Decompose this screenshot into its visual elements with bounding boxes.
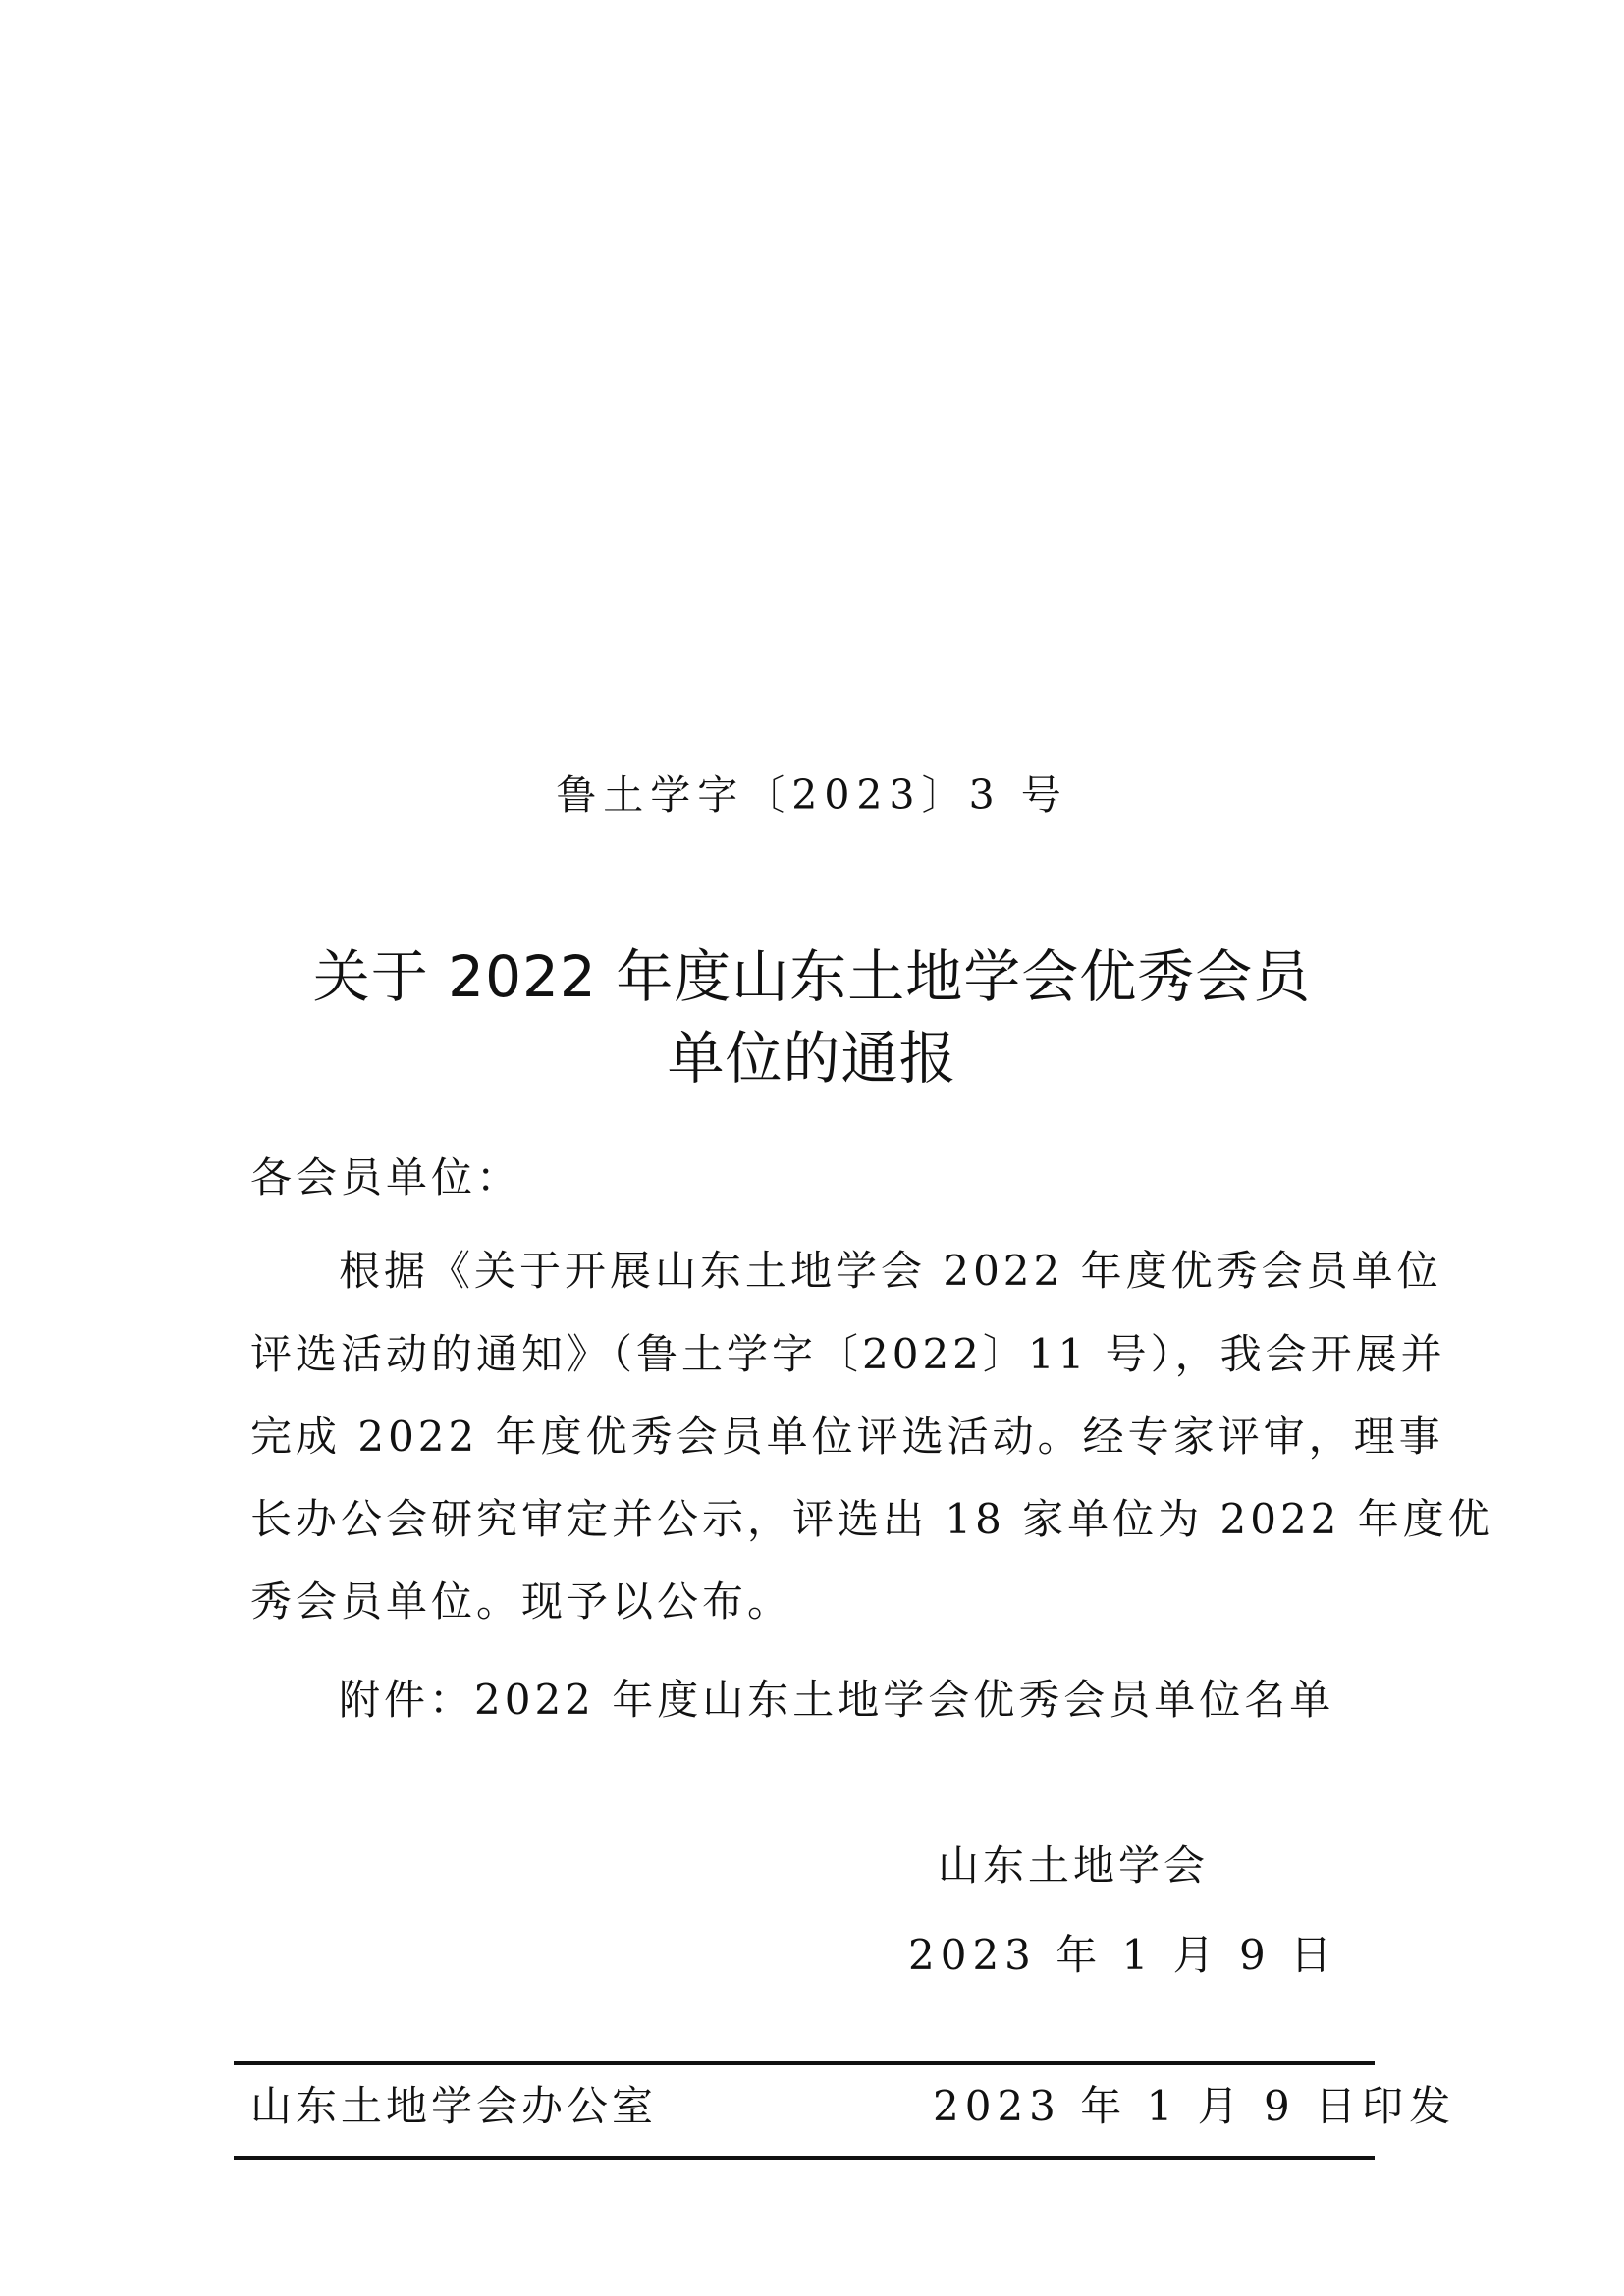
document-title-line-2: 单位的通报 — [667, 1025, 957, 1092]
body-line-5: 秀会员单位。现予以公布。 — [250, 1577, 793, 1626]
footer-rule-bottom — [234, 2156, 1375, 2160]
footer-office: 山东土地学会办公室 — [250, 2082, 658, 2130]
attachment-note: 附件：2022 年度山东土地学会优秀会员单位名单 — [339, 1676, 1335, 1724]
document-number: 鲁土学字〔2023〕3 号 — [556, 772, 1068, 819]
body-line-1: 根据《关于开展山东土地学会 2022 年度优秀会员单位 — [339, 1247, 1442, 1295]
signer-organization: 山东土地学会 — [938, 1842, 1210, 1890]
body-line-3: 完成 2022 年度优秀会员单位评选活动。经专家评审，理事 — [250, 1413, 1444, 1461]
document-title-line-1: 关于 2022 年度山东土地学会优秀会员 — [312, 943, 1312, 1010]
body-line-4: 长办公会研究审定并公示，评选出 18 家单位为 2022 年度优 — [250, 1495, 1493, 1543]
footer-issue-date: 2023 年 1 月 9 日印发 — [933, 2082, 1457, 2130]
body-line-2: 评选活动的通知》（鲁土学字〔2022〕11 号），我会开展并 — [250, 1330, 1446, 1378]
sign-date: 2023 年 1 月 9 日 — [908, 1931, 1338, 1979]
salutation: 各会员单位： — [250, 1153, 522, 1201]
footer-rule-top — [234, 2061, 1375, 2065]
